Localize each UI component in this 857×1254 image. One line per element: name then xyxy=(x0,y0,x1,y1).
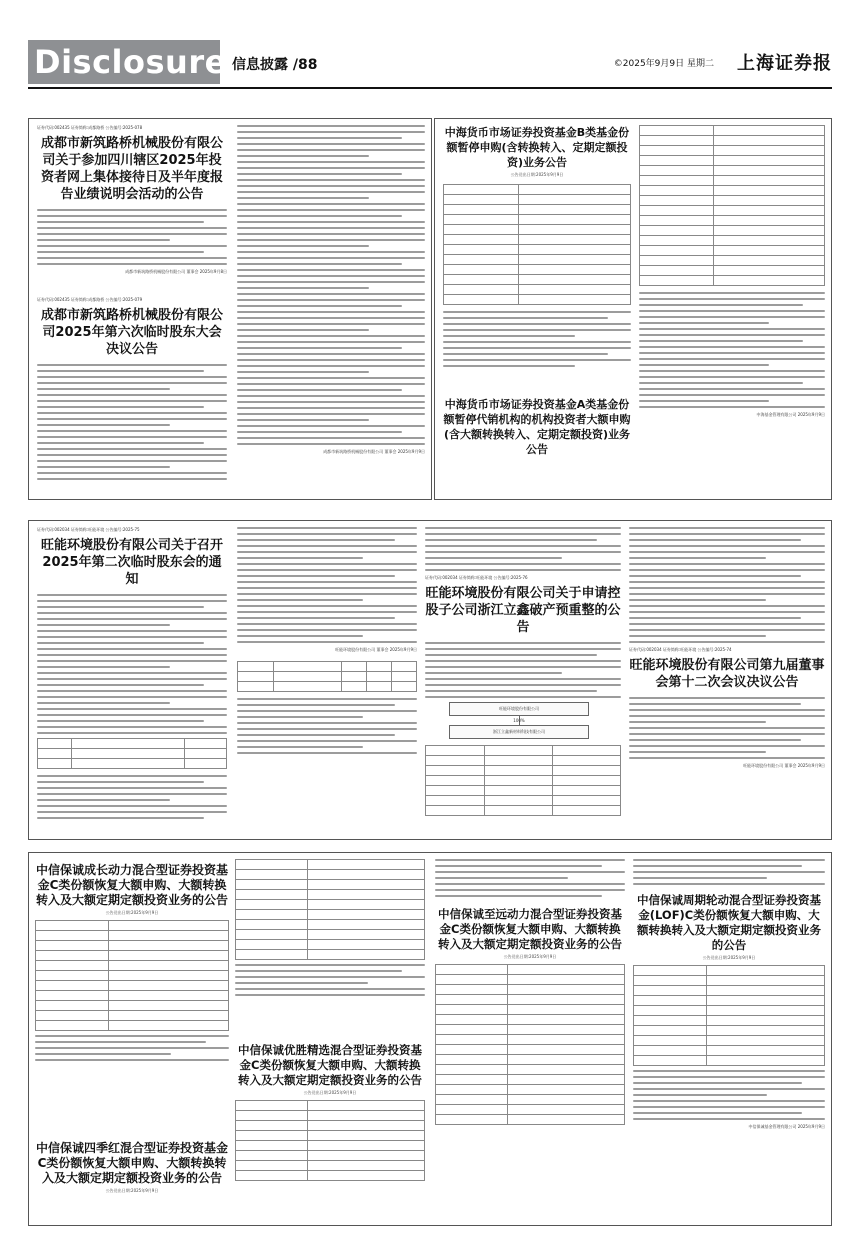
fund-info-table xyxy=(35,920,229,1031)
notice-n8 xyxy=(35,863,229,1065)
notice-date: 公告送出日期:2025年9月9日 xyxy=(303,1090,357,1095)
notice-body xyxy=(37,775,227,819)
notice-meta: 证券代码:002034 证券简称:旺能环境 公告编号:2025-75 xyxy=(37,527,140,532)
notice-title: 中信保诚四季红混合型证券投资基金C类份额恢复大额申购、大额转换转入及大额定期定额投资业务的公告 xyxy=(35,1141,228,1185)
notice-n1 xyxy=(37,125,227,275)
notice-body xyxy=(235,964,425,996)
notice-title: 中海货币市场证券投资基金A类基金份额暂停代销机构的机构投资者大额申购(含大额转换转入、定期定额投资)业务公告 xyxy=(443,398,631,456)
notice-title: 旺能环境股份有限公司关于召开2025年第二次临时股东会的通知 xyxy=(40,538,223,587)
notice-body xyxy=(435,859,625,897)
fund-info-table xyxy=(633,965,825,1066)
notice-date: 公告送出日期:2025年9月9日 xyxy=(702,955,756,960)
fund-info-table xyxy=(435,964,625,1125)
notice-n4-table xyxy=(639,125,825,418)
notice-n10 xyxy=(235,1043,425,1181)
notice-body xyxy=(37,594,227,734)
notice-title: 旺能环境股份有限公司第九届董事会第十二次会议决议公告 xyxy=(629,658,825,690)
notice-signature: 中信保诚基金管理有限公司 2025年9月9日 xyxy=(748,1124,825,1129)
publication-name: 上海证券报 xyxy=(737,53,832,74)
panel-middle xyxy=(28,520,832,840)
ownership-percent: 100% xyxy=(513,718,525,723)
fund-info-table xyxy=(235,859,425,960)
notice-body xyxy=(639,292,825,408)
notice-title: 中信保诚成长动力混合型证券投资基金C类份额恢复大额申购、大额转换转入及大额定期定额投资业务的公告 xyxy=(35,863,228,907)
notice-title: 中信保诚周期轮动混合型证券投资基金(LOF)C类份额恢复大额申购、大额转换转入及大额定期定额投资业务的公告 xyxy=(637,893,821,952)
notice-n2-continued xyxy=(237,125,425,455)
notice-date: 公告送出日期:2025年9月9日 xyxy=(105,1188,159,1193)
ownership-parent: 旺能环境股份有限公司 xyxy=(449,702,589,716)
notice-meta: 证券代码:002034 证券简称:旺能环境 公告编号:2025-74 xyxy=(629,647,732,652)
notice-n3 xyxy=(443,125,631,371)
notice-body xyxy=(425,642,621,698)
notice-body xyxy=(633,1070,825,1120)
notice-body xyxy=(35,1035,229,1061)
notice-n12 xyxy=(633,859,825,1130)
notice-title: 中海货币市场证券投资基金B类基金份额暂停申购(含转换转入、定期定额投资)业务公告 xyxy=(444,126,630,169)
notice-signature: 成都市新筑路桥机械股份有限公司 董事会 2025年9月9日 xyxy=(323,449,425,454)
notice-body xyxy=(425,527,621,571)
fund-info-table xyxy=(443,184,631,305)
financial-table xyxy=(425,745,621,816)
notice-meta: 证券代码:002435 证券简称:成都路桥 公告编号:2025-079 xyxy=(37,297,143,302)
notice-n9-table xyxy=(235,859,425,1000)
notice-title: 成都市新筑路桥机械股份有限公司关于参加四川辖区2025年投资者网上集体接待日及半年度报告业绩说明会活动的公告 xyxy=(40,136,223,202)
ownership-subsidiary: 浙江立鑫新材料科技有限公司 xyxy=(449,725,589,739)
notice-signature: 成都市新筑路桥机械股份有限公司 董事会 2025年9月8日 xyxy=(125,269,227,274)
notice-body xyxy=(37,364,227,480)
section-title: 信息披露 /88 xyxy=(232,57,318,73)
notice-n11 xyxy=(435,859,625,1125)
notice-body xyxy=(237,527,417,643)
fund-info-table xyxy=(639,125,825,286)
notice-n9 xyxy=(35,1141,229,1194)
header-rule xyxy=(28,87,832,89)
notice-signature: 旺能环境股份有限公司 董事会 2025年9月9日 xyxy=(743,763,825,768)
proxy-form-table xyxy=(237,661,417,692)
issue-date: ©2025年9月9日 星期二 xyxy=(613,59,714,69)
notice-meta: 证券代码:002034 证券简称:旺能环境 公告编号:2025-76 xyxy=(425,575,528,580)
panel-top-right xyxy=(434,118,832,500)
proposal-table xyxy=(37,738,227,769)
notice-date: 公告送出日期:2025年9月9日 xyxy=(503,954,557,959)
notice-n5-continued xyxy=(237,527,417,758)
notice-title: 中信保诚至远动力混合型证券投资基金C类份额恢复大额申购、大额转换转入及大额定期定额投资业务的公告 xyxy=(438,907,622,951)
disclosure-logo: Disclosure xyxy=(28,40,220,84)
notice-body xyxy=(633,859,825,885)
fund-info-table xyxy=(235,1100,425,1181)
notice-n2 xyxy=(37,297,227,484)
notice-body xyxy=(443,311,631,367)
notice-body xyxy=(629,697,825,759)
notice-body xyxy=(237,125,425,445)
notice-n6 xyxy=(425,527,621,816)
notice-title: 成都市新筑路桥机械股份有限公司2025年第六次临时股东大会决议公告 xyxy=(40,308,223,357)
notice-n7-column xyxy=(629,527,825,769)
page-header xyxy=(28,40,832,84)
notice-signature: 旺能环境股份有限公司 董事会 2025年9月9日 xyxy=(335,647,417,652)
notice-date: 公告送出日期:2025年9月9日 xyxy=(105,910,159,915)
notice-body xyxy=(37,209,227,265)
notice-meta: 证券代码:002435 证券简称:成都路桥 公告编号:2025-078 xyxy=(37,125,143,130)
notice-n5 xyxy=(37,527,227,823)
notice-n4 xyxy=(443,397,631,457)
notice-date: 公告送出日期:2025年9月9日 xyxy=(510,172,564,177)
notice-signature: 中海基金管理有限公司 2025年9月9日 xyxy=(756,412,825,417)
notice-body xyxy=(629,527,825,643)
panel-bottom xyxy=(28,852,832,1226)
notice-title: 中信保诚优胜精选混合型证券投资基金C类份额恢复大额申购、大额转换转入及大额定期定额投资业务的公告 xyxy=(238,1043,422,1087)
ownership-chart xyxy=(449,702,589,739)
notice-title: 旺能环境股份有限公司关于申请控股子公司浙江立鑫破产预重整的公告 xyxy=(425,586,621,635)
panel-top-left xyxy=(28,118,432,500)
notice-body xyxy=(237,698,417,754)
